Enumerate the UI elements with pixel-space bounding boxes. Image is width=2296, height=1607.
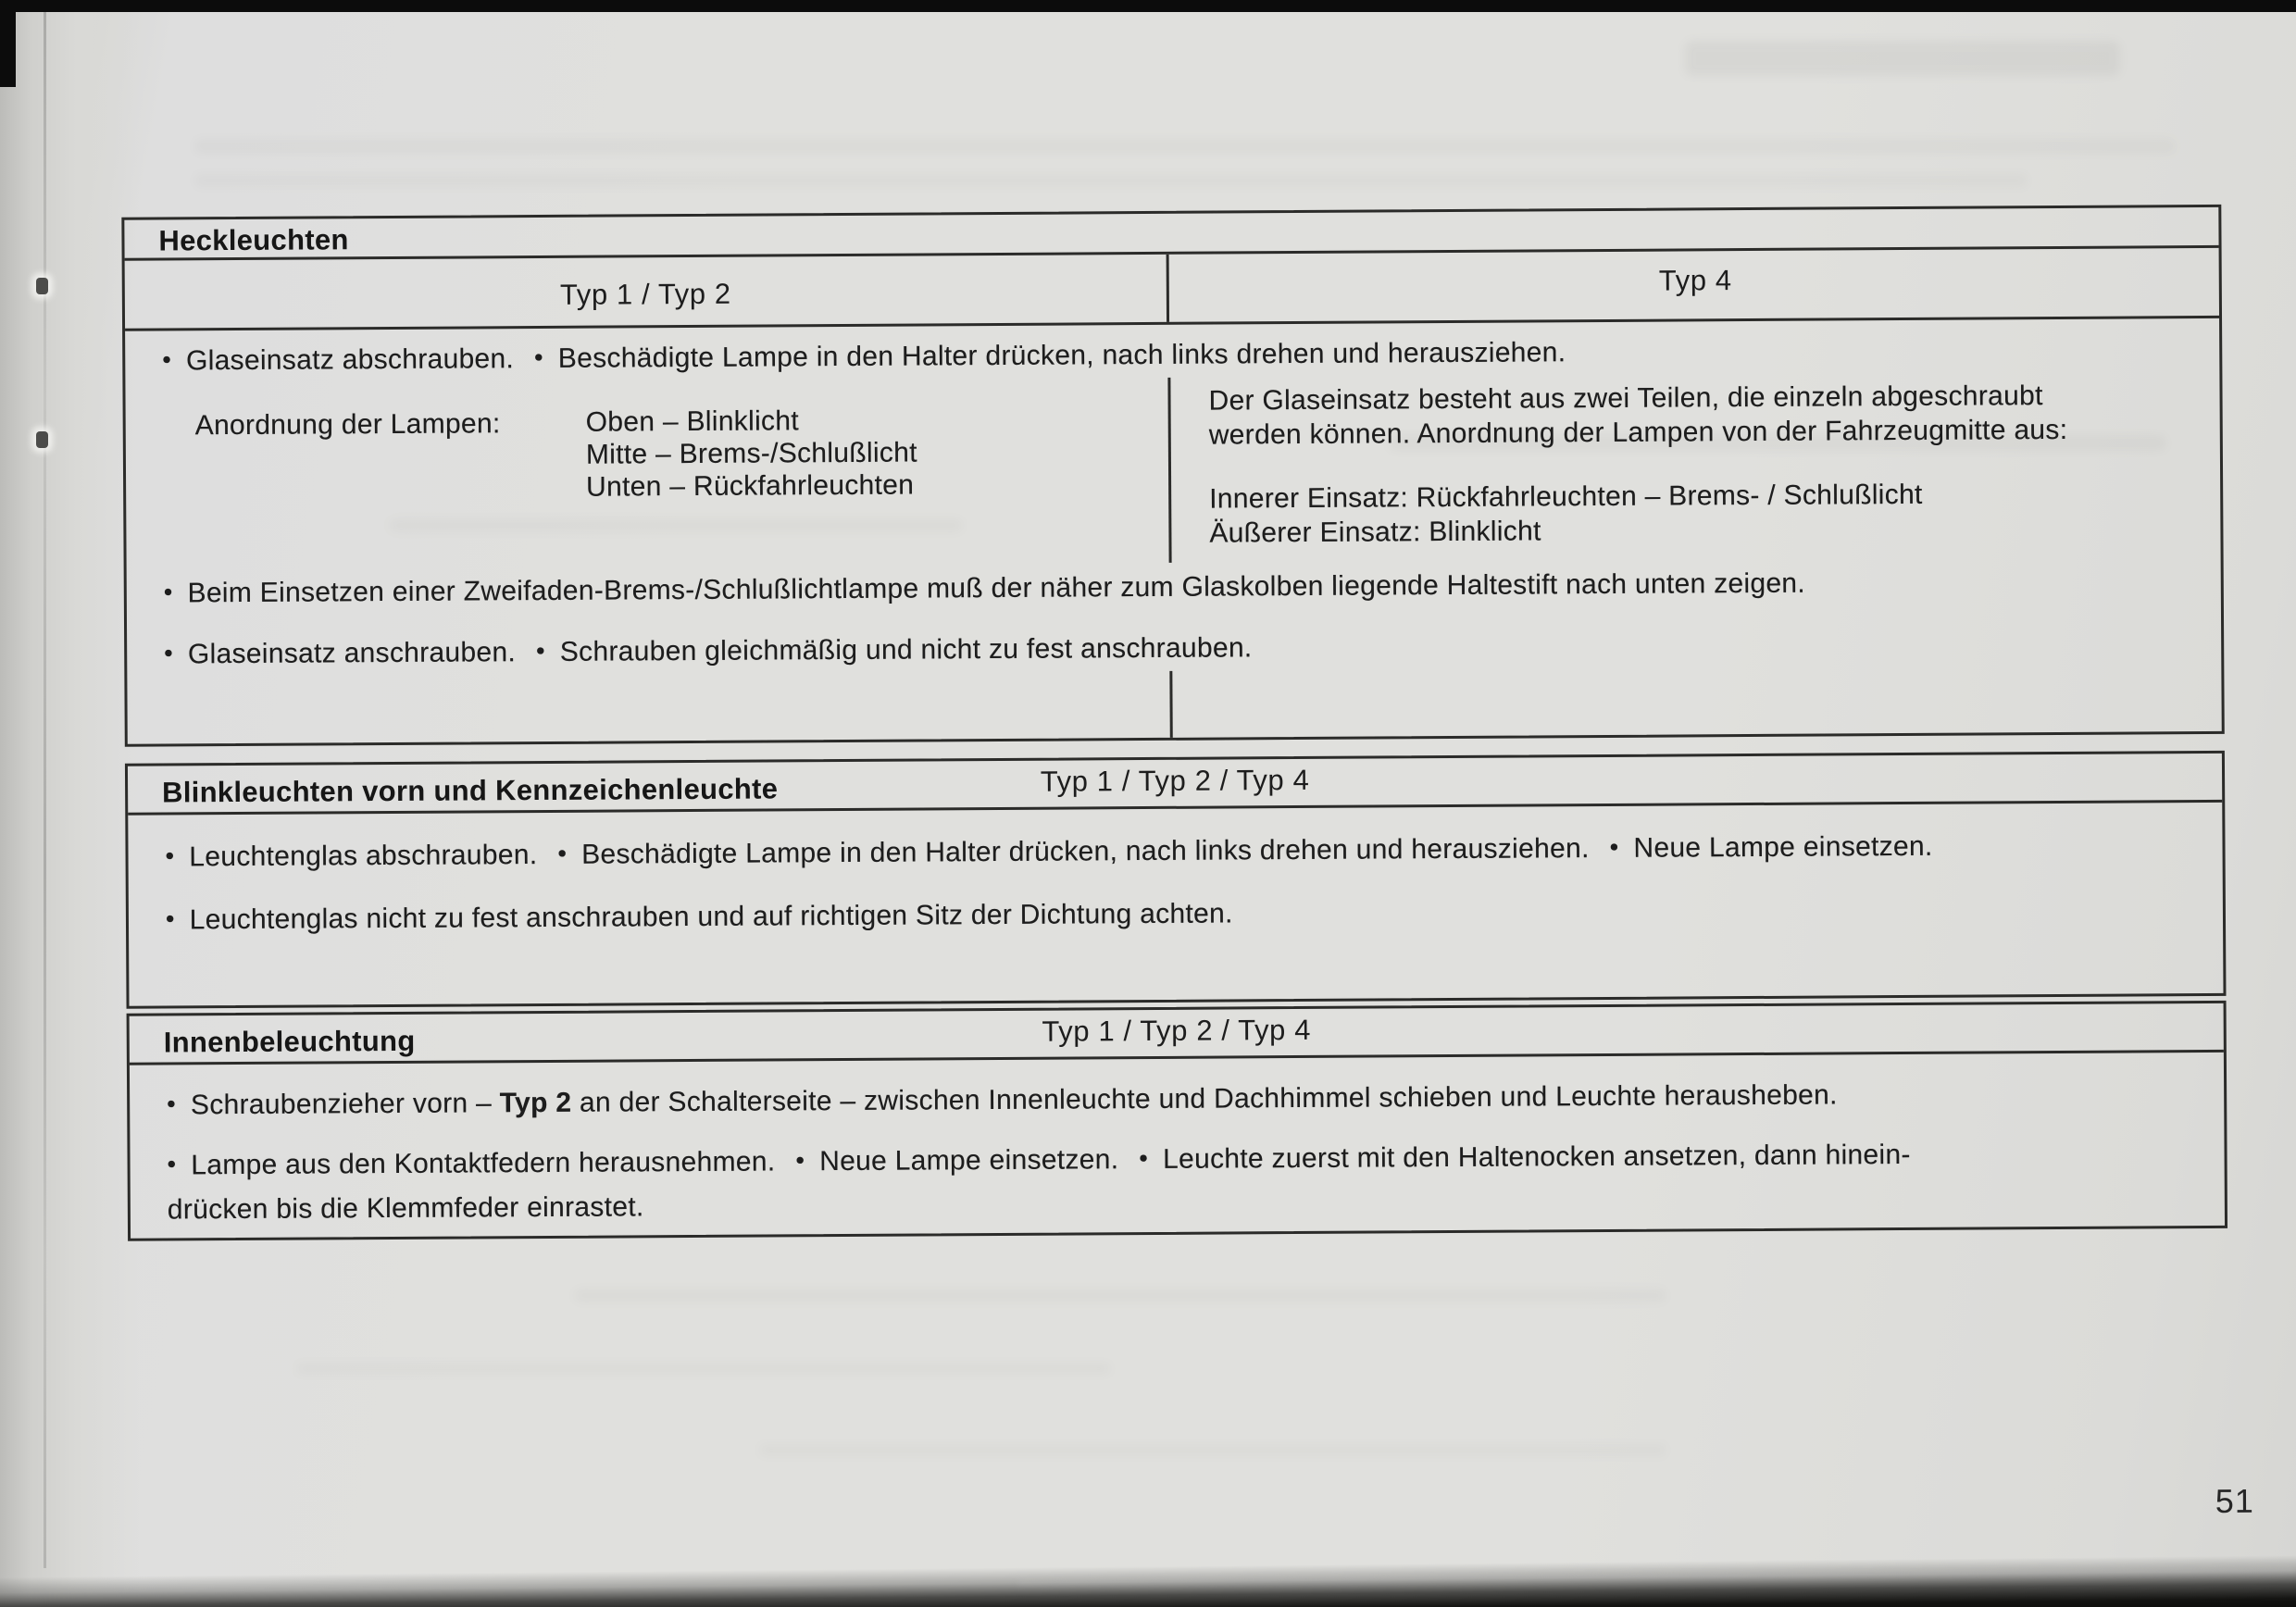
bullet-marker: • <box>167 1150 177 1178</box>
section-body <box>128 805 2223 1006</box>
bullet-marker: • <box>164 639 174 667</box>
section-body <box>125 324 2222 744</box>
bullet-marker: • <box>795 1146 805 1175</box>
typ4-column <box>1208 377 2296 551</box>
bullet-marker: • <box>534 343 543 372</box>
typ4-outer-insert-line: Äußerer Einsatz: Blinklicht <box>1209 516 1541 549</box>
instruction-row <box>164 630 1253 672</box>
instruction-row <box>162 335 1566 379</box>
scan-edge-top-left <box>0 0 16 87</box>
instruction-text: Schraubenzieher vorn – <box>190 1088 500 1121</box>
section-title-row <box>128 754 2222 816</box>
instruction-text: Beschädigte Lampe in den Halter drücken, nach links drehen und herausziehen. <box>557 337 1566 374</box>
instruction-row <box>167 1078 1838 1123</box>
instruction-text: Leuchtenglas abschrauben. <box>189 840 538 873</box>
bullet-marker: • <box>557 839 568 867</box>
instruction-text: Neue Lampe einsetzen. <box>819 1144 1119 1177</box>
bullet-marker: • <box>165 841 175 870</box>
lamp-position-middle: Mitte – Brems-/Schlußlicht <box>585 437 917 470</box>
bullet-marker: • <box>535 636 545 666</box>
section-blinkleuchten <box>125 751 2227 1009</box>
lamp-position-bottom: Unten – Rückfahrleuchten <box>586 469 915 503</box>
instruction-text: Leuchtenglas nicht zu fest anschrauben und auf richtigen Sitz der Dichtung achten. <box>189 898 1233 936</box>
section-title-row <box>130 1003 2224 1065</box>
type-label: Typ 1 / Typ 2 / Typ 4 <box>1042 1013 1312 1048</box>
instruction-row <box>167 1133 1911 1232</box>
instruction-row <box>165 829 1932 876</box>
bullet-marker: • <box>167 1090 177 1118</box>
instruction-text: Lampe aus den Kontaktfedern herausnehmen. <box>191 1146 776 1181</box>
type-label: Typ 4 <box>1658 264 1732 297</box>
instruction-text: Beschädigte Lampe in den Halter drücken, nach links drehen und herausziehen. <box>581 833 1590 870</box>
column-divider <box>1167 378 1171 563</box>
bullet-marker: • <box>1609 832 1619 861</box>
bullet-marker: • <box>163 578 173 606</box>
lamp-arrangement-label: Anordnung der Lampen: <box>194 408 501 442</box>
type-label: Typ 1 / Typ 2 <box>559 277 731 311</box>
section-title: Innenbeleuchtung <box>163 1024 416 1059</box>
typ4-paragraph-line: werden können. Anordnung der Lampen von der Fahrzeugmitte aus: <box>1208 414 2068 451</box>
section-innenbeleuchtung <box>127 1001 2227 1241</box>
lamp-arrangement-list <box>586 405 918 504</box>
instruction-text: Neue Lampe einsetzen. <box>1633 830 1933 864</box>
lamp-position-top: Oben – Blinklicht <box>585 405 800 438</box>
type-cell-typ4 <box>1172 248 2219 322</box>
bullet-marker: • <box>162 345 172 374</box>
scan-edge-top <box>0 0 2296 12</box>
bullet-marker: • <box>165 904 175 933</box>
typ4-paragraph-line: Der Glaseinsatz besteht aus zwei Teilen, die einzeln abgeschraubt <box>1208 380 2043 417</box>
instruction-text: Glaseinsatz abschrauben. <box>185 343 515 377</box>
instruction-row <box>166 896 1233 938</box>
section-title: Heckleuchten <box>158 223 349 257</box>
page-number: 51 <box>2215 1481 2255 1520</box>
instruction-text: drücken bis die Klemmfeder einrastet. <box>167 1191 644 1226</box>
bullet-marker: • <box>1139 1144 1149 1173</box>
column-divider <box>1169 671 1172 738</box>
instruction-text: an der Schalterseite – zwischen Innenleuchte und Dachhimmel schieben und Leuchte herausheben. <box>571 1079 1838 1118</box>
instruction-text: Schrauben gleichmäßig und nicht zu fest anschrauben. <box>559 632 1253 667</box>
instruction-text: Beim Einsetzen einer Zweifaden-Brems-/Schlußlichtlampe muß der näher zum Glaskolben liegende Haltestift nach unten zeigen. <box>187 567 1806 609</box>
instruction-text: Glaseinsatz anschrauben. <box>187 637 517 670</box>
typ4-inner-insert-line: Innerer Einsatz: Rückfahrleuchten – Brems- / Schlußlicht <box>1209 479 1923 515</box>
type-label: Typ 1 / Typ 2 / Typ 4 <box>1040 763 1310 798</box>
instruction-row <box>164 567 1805 612</box>
section-heckleuchten <box>121 205 2224 747</box>
section-body <box>130 1055 2225 1239</box>
instruction-text-bold: Typ 2 <box>499 1087 572 1119</box>
section-title: Blinkleuchten vorn und Kennzeichenleuchte <box>162 772 779 809</box>
instruction-text: Leuchte zuerst mit den Haltenocken ansetzen, dann hinein- <box>1163 1139 1911 1175</box>
type-cell-typ1-typ2 <box>125 255 1169 329</box>
type-header-row <box>125 248 2219 331</box>
